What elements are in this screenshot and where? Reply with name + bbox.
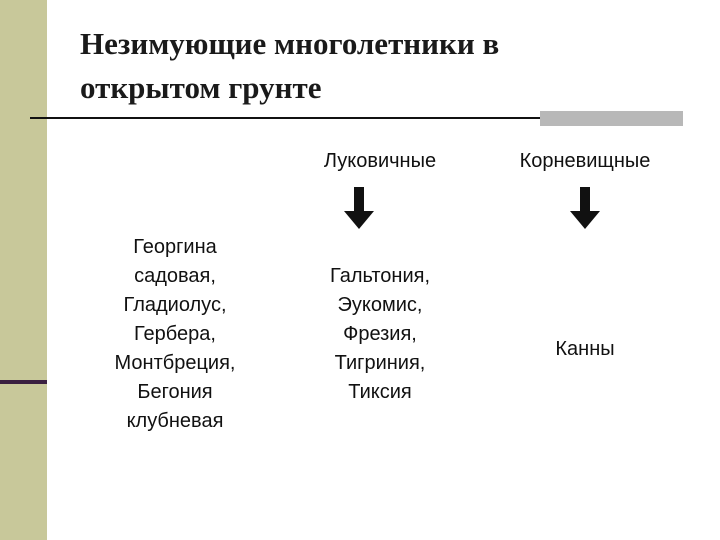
rhizome-column-header: Корневищные: [519, 150, 651, 172]
list-item: Гербера,: [134, 323, 216, 345]
title-line-1: Незимующие многолетники в: [80, 26, 500, 61]
sidebar-accent-line: [0, 380, 47, 384]
list-item: клубневая: [126, 410, 224, 432]
list-item: Фрезия,: [343, 323, 417, 345]
bulb-column-header: Луковичные: [323, 150, 437, 172]
slide-title: [80, 22, 680, 110]
list-item: Бегония: [137, 381, 213, 403]
title-decor-band: [540, 111, 683, 126]
list-item: Гладиолус,: [123, 294, 227, 316]
other-plants-list: [80, 233, 270, 436]
title-line-2: открытом грунте: [80, 70, 322, 105]
list-item: Тиксия: [348, 381, 412, 403]
list-item: Монтбреция,: [114, 352, 236, 374]
bulb-plants-list: [290, 262, 470, 407]
list-item: Гальтония,: [329, 265, 431, 287]
list-item: Эукомис,: [337, 294, 423, 316]
decorative-sidebar: [0, 0, 47, 540]
arrow-down-icon: [342, 187, 376, 231]
list-item: Тигриния,: [334, 352, 426, 374]
rhizome-plants-list: [495, 335, 675, 364]
list-item: Георгина: [133, 236, 217, 258]
arrow-down-icon: [568, 187, 602, 231]
list-item: садовая,: [134, 265, 216, 287]
list-item: Канны: [555, 338, 615, 360]
